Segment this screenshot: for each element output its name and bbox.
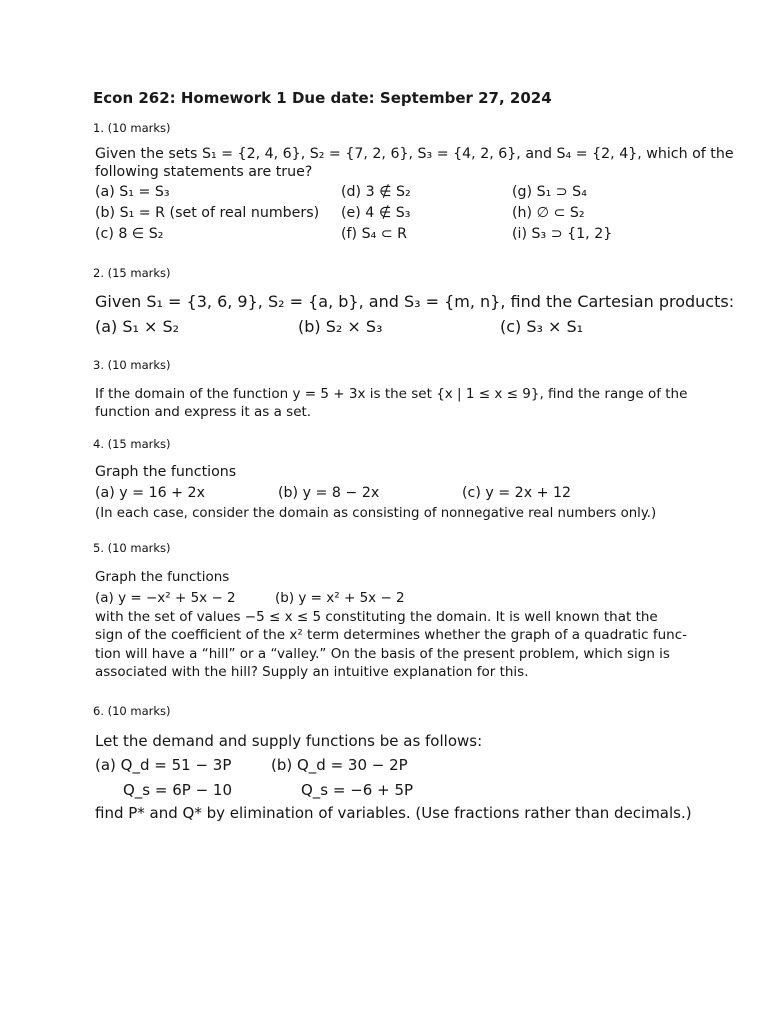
q3-line-1: If the domain of the function y = 5 + 3x is the set {x | 1 ≤ x ≤ 9}, find the range of the (95, 386, 688, 402)
q1-option-f: (f) S₄ ⊂ R (341, 226, 408, 243)
q3-line-2: function and express it as a set. (95, 403, 312, 420)
q1-option-i: (i) S₃ ⊃ {1, 2} (512, 226, 613, 243)
q1-options-row-1 (95, 184, 705, 200)
q1-intro-line-2: following statements are true? (95, 164, 313, 181)
q2-option-c: (c) S₃ × S₁ (500, 317, 584, 336)
question-5-body (95, 571, 705, 680)
q4-intro: Graph the functions (95, 464, 237, 480)
q1-intro-line-1: Given the sets S₁ = {2, 4, 6}, S₂ = {7, 2, 6}, S₃ = {4, 2, 6}, and S₄ = {2, 4}, which of the (95, 146, 734, 162)
q4-option-a: (a) y = 16 + 2x (95, 485, 205, 502)
q2-intro: Given S₁ = {3, 6, 9}, S₂ = {a, b}, and S₃ = {m, n}, find the Cartesian products: (95, 292, 735, 311)
q4-option-b: (b) y = 8 − 2x (278, 485, 380, 502)
question-3-body (95, 388, 705, 419)
q5-text-line-3: tion will have a “hill” or a “valley.” On the basis of the present problem, which sign is (95, 645, 670, 662)
question-2-heading: 2. (15 marks) (93, 266, 171, 280)
question-6-body (95, 734, 705, 821)
q1-option-c: (c) 8 ∈ S₂ (95, 226, 164, 243)
question-4-body (95, 465, 705, 521)
q6-option-b-demand: (b) Q_d = 30 − 2P (271, 756, 408, 774)
page-title: Econ 262: Homework 1 Due date: September 27, 2024 (93, 89, 552, 107)
q1-option-e: (e) 4 ∉ S₃ (341, 205, 411, 222)
q2-options-row (95, 317, 705, 336)
q6-option-a-supply: Q_s = 6P − 10 (123, 781, 233, 799)
q1-option-a: (a) S₁ = S₃ (95, 184, 170, 201)
question-6-heading: 6. (10 marks) (93, 704, 171, 718)
q6-intro: Let the demand and supply functions be as follows: (95, 732, 483, 750)
q5-option-b: (b) y = x² + 5x − 2 (275, 589, 405, 606)
q1-option-h: (h) ∅ ⊂ S₂ (512, 205, 585, 222)
q5-text-line-1: with the set of values −5 ≤ x ≤ 5 constituting the domain. It is well known that the (95, 608, 658, 625)
question-5-heading: 5. (10 marks) (93, 541, 171, 555)
q1-options-row-3 (95, 226, 705, 242)
question-1-heading: 1. (10 marks) (93, 121, 171, 135)
question-1-body (95, 146, 734, 243)
question-2-body (95, 292, 735, 336)
q6-option-b-supply: Q_s = −6 + 5P (301, 781, 414, 799)
q6-option-a-demand: (a) Q_d = 51 − 3P (95, 756, 232, 774)
q6-row-1 (95, 756, 705, 774)
q1-option-d: (d) 3 ∉ S₂ (341, 184, 411, 201)
q5-text-line-2: sign of the coefficient of the x² term determines whether the graph of a quadratic func- (95, 627, 688, 643)
question-3-heading: 3. (10 marks) (93, 358, 171, 372)
q5-text-line-4: associated with the hill? Supply an intuitive explanation for this. (95, 664, 529, 680)
q2-option-a: (a) S₁ × S₂ (95, 317, 180, 336)
q1-option-g: (g) S₁ ⊃ S₄ (512, 184, 587, 201)
q4-options-row (95, 485, 705, 501)
question-4-heading: 4. (15 marks) (93, 437, 171, 451)
q1-option-b: (b) S₁ = R (set of real numbers) (95, 205, 320, 222)
q2-option-b: (b) S₂ × S₃ (298, 317, 383, 336)
q1-options-row-2 (95, 205, 705, 221)
q6-footer: find P* and Q* by elimination of variables. (Use fractions rather than decimals.) (95, 804, 692, 822)
q6-row-2 (95, 781, 705, 799)
q4-note: (In each case, consider the domain as consisting of nonnegative real numbers only.) (95, 506, 657, 522)
q4-option-c: (c) y = 2x + 12 (462, 485, 572, 502)
q5-options-row (95, 590, 705, 606)
q5-intro: Graph the functions (95, 569, 230, 585)
q5-option-a: (a) y = −x² + 5x − 2 (95, 589, 236, 606)
